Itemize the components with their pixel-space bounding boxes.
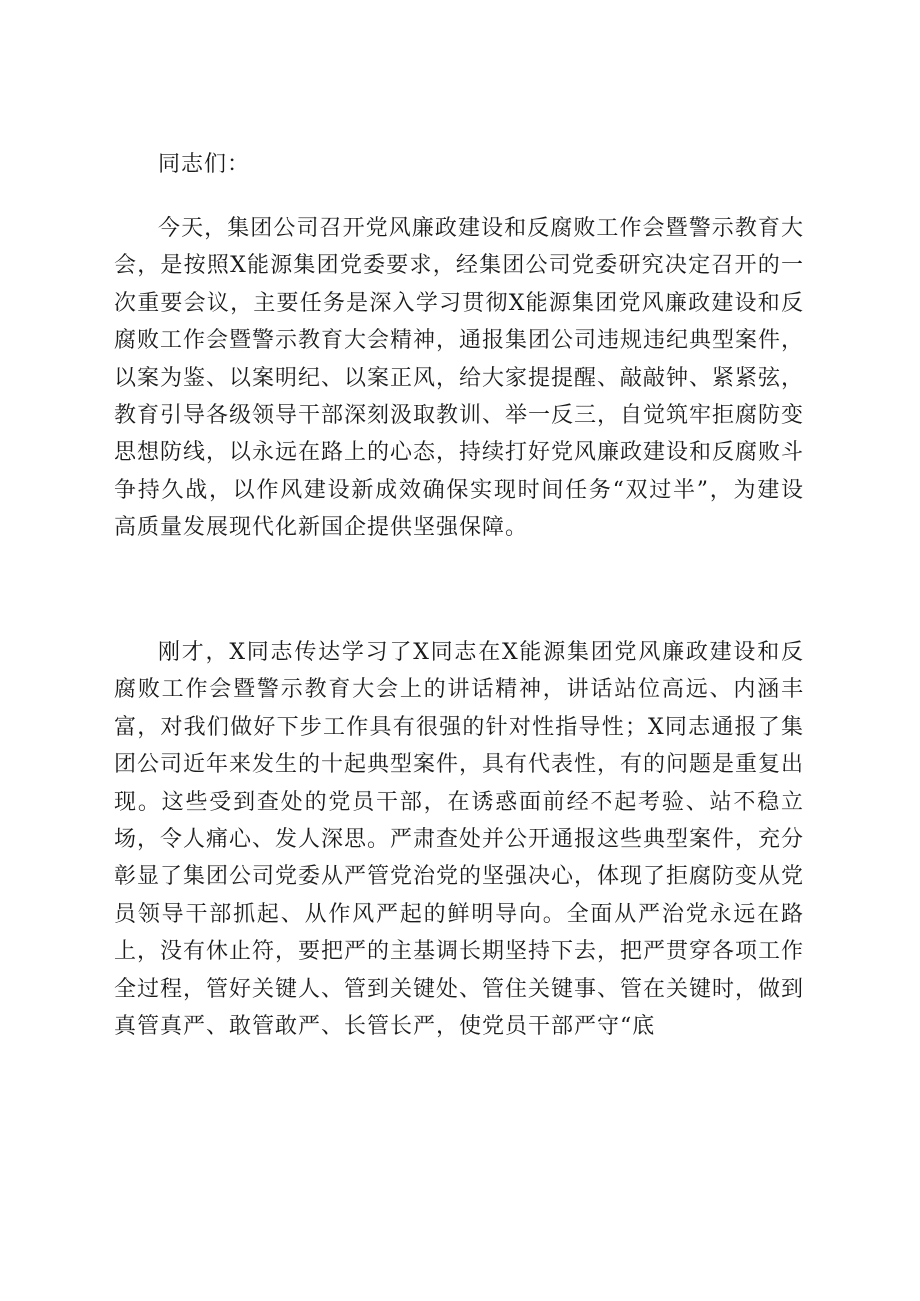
salutation: 同志们： bbox=[158, 152, 251, 177]
paragraph-1: 今天，集团公司召开党风廉政建设和反腐败工作会暨警示教育大会，是按照X能源集团党委要求，经集团公司党委研究决定召开的一次重要会议，主要任务是深入学习贯彻X能源集团党风廉政建设和反腐败工作会暨警示教育大会精神，通报集团公司违规违纪典型案件，以案为鉴、以案明纪、以案正风，给大家提提醒、敲敲钟、紧紧弦，教育引导各级领导干部深刻汲取教训、举一反三，自觉筑牢拒腐防变思想防线，以永远在路上的心态，持续打好党风廉政建设和反腐败斗争持久战，以作风建设新成效确保实现时间任务“双过半”，为建设高质量发展现代化新国企提供坚强保障。 bbox=[114, 216, 805, 541]
paragraph-2: 刚才，X同志传达学习了X同志在X能源集团党风廉政建设和反腐败工作会暨警示教育大会上的讲话精神，讲话站位高远、内涵丰富，对我们做好下步工作具有很强的针对性指导性；X同志通报了集团公司近年来发生的十起典型案件，具有代表性，有的问题是重复出现。这些受到查处的党员干部，在诱惑面前经不起考验、站不稳立场，令人痛心、发人深思。严肃查处并公开通报这些典型案件，充分彰显了集团公司党委从严管党治党的坚强决心，体现了拒腐防变从党员领导干部抓起、从作风严起的鲜明导向。全面从严治党永远在路上，没有休止符，要把严的主基调长期坚持下去，把严贯穿各项工作全过程，管好关键人、管到关键处、管住关键事、管在关键时，做到真管真严、敢管敢严、长管长严，使党员干部严守“底 bbox=[114, 640, 805, 1040]
